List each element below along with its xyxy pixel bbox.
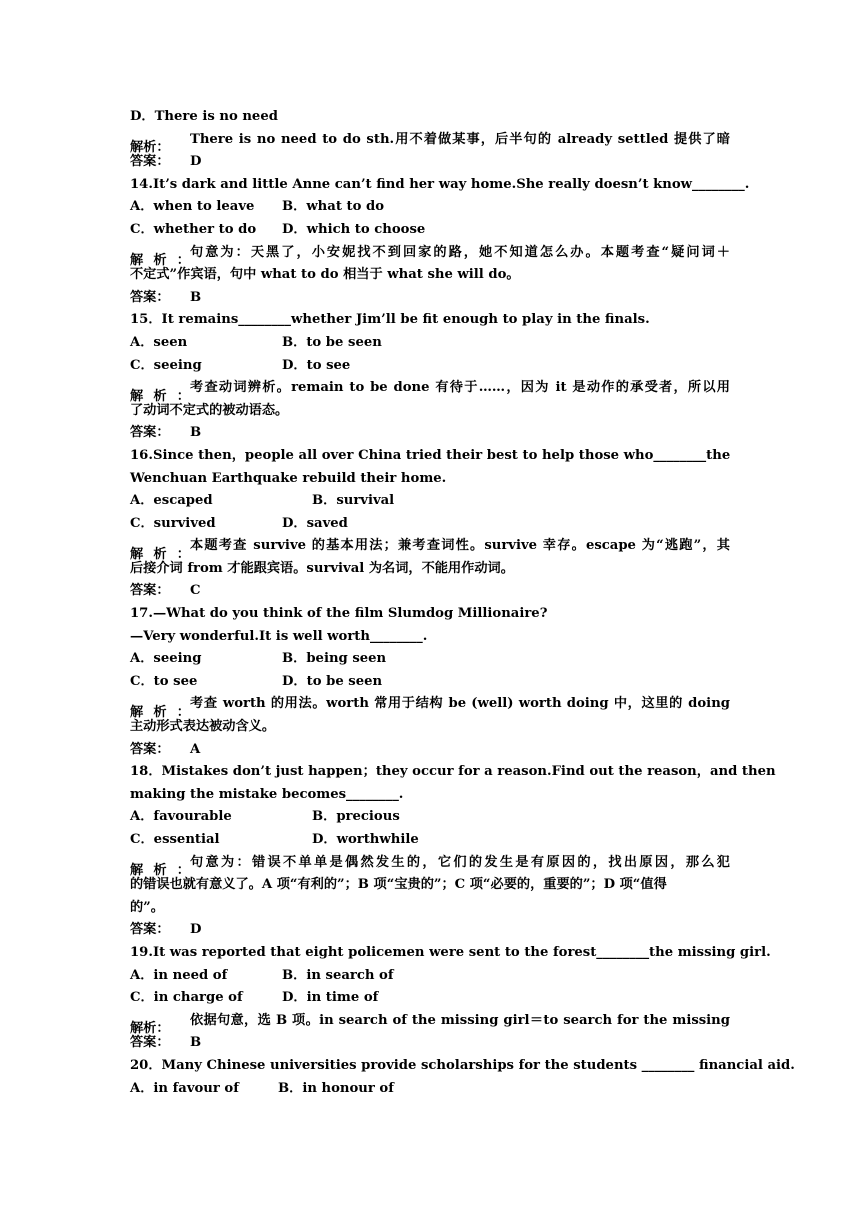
options-row — [130, 965, 730, 988]
question-stem: 17.—What do you think of the film Slumdog Millionaire? — [130, 606, 548, 622]
option-right: D．saved — [282, 515, 348, 531]
analysis-line — [130, 1010, 730, 1037]
analysis-text: 考查 worth 的用法。worth 常用于结构 be (well) worth doing 中，这里的 doing — [190, 696, 730, 712]
options-row — [130, 332, 730, 355]
analysis-continued: 不定式”作宾语，句中 what to do 相当于 what she will do。 — [130, 267, 520, 283]
analysis-continued: 的”。 — [130, 899, 164, 915]
analysis-label: 解析： — [130, 140, 170, 156]
analysis-line — [130, 535, 730, 562]
option-right: D．worthwhile — [312, 832, 419, 847]
options-row — [130, 219, 730, 242]
option-left: C．seeing — [130, 357, 202, 373]
answer-line — [130, 1032, 730, 1055]
option-right: B．being seen — [282, 651, 387, 667]
analysis-continued: 主动形式表达被动含义。 — [130, 719, 276, 735]
option-left: A．escaped — [130, 493, 213, 509]
option-left: A．seeing — [130, 651, 202, 667]
answer-line — [130, 287, 730, 310]
answer-value: C — [190, 583, 201, 599]
question-stem-continued: Wenchuan Earthquake rebuild their home. — [130, 470, 447, 486]
options-row — [130, 806, 730, 829]
analysis-label: 解析： — [130, 1021, 170, 1037]
analysis-text: 本题考查 survive 的基本用法；兼考查词性。survive 幸存。escape 为“逃跑”，其 — [190, 538, 730, 554]
answer-line — [130, 919, 730, 942]
document-page — [130, 106, 795, 1100]
question-stem: 19.It was reported that eight policemen were sent to the forest________the missing girl. — [130, 944, 771, 960]
option-line: D．There is no need — [130, 109, 278, 124]
option-right: D．to see — [282, 357, 351, 373]
answer-value: B — [190, 425, 202, 441]
option-left: A．favourable — [130, 809, 232, 825]
analysis-text: 句意为：错误不单单是偶然发生的，它们的发生是有原因的，找出原因，那么犯 — [190, 854, 730, 870]
answer-label: 答案： — [130, 583, 170, 599]
analysis-label: 解析： — [130, 546, 190, 562]
option-right: B．precious — [312, 809, 400, 825]
answer-line — [130, 422, 730, 445]
answer-label: 答案： — [130, 425, 170, 441]
option-left: C．survived — [130, 515, 216, 531]
analysis-label: 解析： — [130, 863, 190, 879]
answer-value: D — [190, 154, 202, 170]
option-left: C．to see — [130, 673, 198, 689]
options-row — [130, 196, 730, 219]
analysis-continued: 的错误也就有意义了。A 项“有利的”；B 项“宝贵的”；C 项“必要的，重要的”；D 项“值得 — [130, 877, 667, 893]
answer-value: A — [190, 741, 201, 757]
question-stem: —Very wonderful.It is well worth________. — [130, 628, 428, 644]
answer-value: B — [190, 289, 202, 305]
option-left: A．in favour of — [130, 1080, 239, 1096]
analysis-label: 解析： — [130, 253, 190, 269]
answer-value: D — [190, 922, 202, 938]
option-left: C．whether to do — [130, 221, 257, 237]
answer-line — [130, 151, 730, 174]
answer-label: 答案： — [130, 922, 170, 938]
options-row — [130, 829, 730, 852]
answer-label: 答案： — [130, 1035, 170, 1051]
analysis-text: 句意为：天黑了，小安妮找不到回家的路，她不知道怎么办。本题考查“疑问词＋ — [190, 244, 730, 260]
options-row — [130, 490, 730, 513]
answer-label: 答案： — [130, 741, 170, 757]
option-right: D．which to choose — [282, 221, 426, 237]
option-left: C．in charge of — [130, 990, 243, 1006]
question-stem-continued: making the mistake becomes________. — [130, 786, 404, 802]
option-right: B．in honour of — [278, 1080, 394, 1096]
analysis-label: 解析： — [130, 705, 190, 721]
analysis-continued: 了动词不定式的被动语态。 — [130, 402, 289, 418]
analysis-line — [130, 852, 730, 879]
answer-line — [130, 739, 730, 762]
analysis-continued: 后接介词 from 才能跟宾语。survival 为名词，不能用作动词。 — [130, 560, 514, 576]
option-right: B．in search of — [282, 967, 394, 983]
analysis-text: There is no need to do sth.用不着做某事，后半句的 already settled 提供了暗 — [190, 131, 730, 147]
answer-label: 答案： — [130, 154, 170, 170]
option-right: D．to be seen — [282, 673, 383, 689]
option-left: A．in need of — [130, 967, 228, 983]
options-row — [130, 355, 730, 378]
question-stem: 20．Many Chinese universities provide scholarships for the students ________ financial aid. — [130, 1057, 795, 1073]
option-right: D．in time of — [282, 990, 379, 1006]
analysis-line — [130, 242, 730, 269]
analysis-text: 考查动词辨析。remain to be done 有待于……，因为 it 是动作的承受者，所以用 — [190, 380, 730, 396]
options-row — [130, 671, 730, 694]
options-row — [130, 648, 730, 671]
analysis-text: 依据句意，选 B 项。in search of the missing girl＝to search for the missing — [190, 1012, 730, 1028]
analysis-line — [130, 693, 730, 721]
options-row — [130, 1078, 730, 1101]
option-right: B．what to do — [282, 199, 384, 215]
answer-value: B — [190, 1035, 202, 1051]
option-right: B．to be seen — [282, 334, 382, 350]
analysis-line — [130, 129, 730, 156]
analysis-line — [130, 377, 730, 404]
question-stem: 15．It remains________whether Jim’ll be fit enough to play in the finals. — [130, 312, 650, 328]
question-stem: 18．Mistakes don’t just happen；they occur for a reason.Find out the reason，and then — [130, 764, 776, 780]
options-row — [130, 987, 730, 1010]
option-left: A．seen — [130, 334, 188, 350]
answer-label: 答案： — [130, 289, 170, 305]
question-stem: 14.It’s dark and little Anne can’t find her way home.She really doesn’t know________. — [130, 176, 750, 192]
option-left: C．essential — [130, 832, 220, 847]
option-right: B．survival — [312, 493, 395, 509]
option-left: A．when to leave — [130, 199, 255, 215]
answer-line — [130, 580, 730, 603]
options-row — [130, 513, 730, 536]
analysis-label: 解析： — [130, 388, 190, 404]
question-stem: 16.Since then，people all over China tried their best to help those who________the — [130, 447, 731, 463]
